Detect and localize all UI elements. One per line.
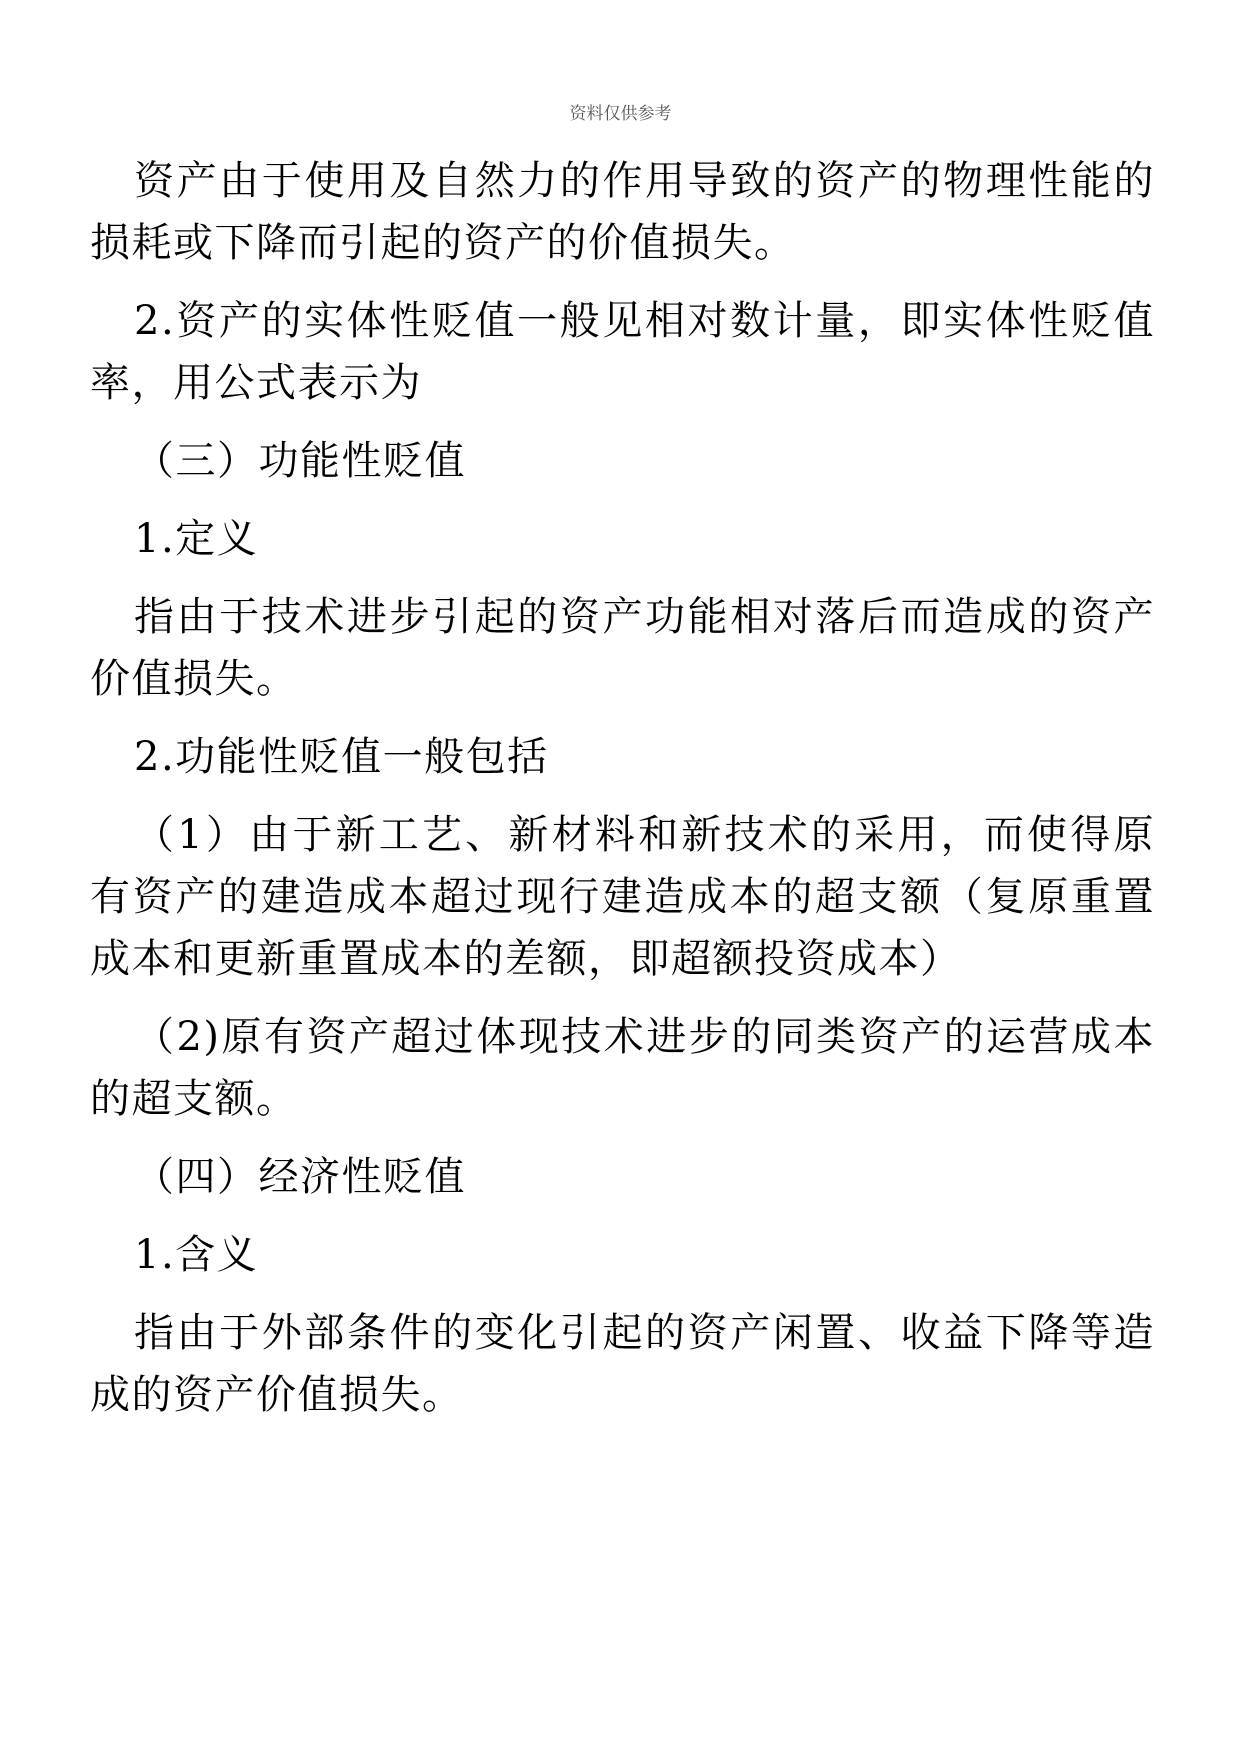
subheading-definition: 1.定义 xyxy=(134,516,259,562)
subheading-meaning: 1.含义 xyxy=(134,1232,259,1278)
list-item-2: （2)原有资产超过体现技术进步的同类资产的运营成本的超支额。 xyxy=(90,1014,1155,1122)
heading-economic-depreciation: （四）经济性贬值 xyxy=(134,1154,466,1200)
paragraph-physical-depreciation-definition: 资产由于使用及自然力的作用导致的资产的物理性能的损耗或下降而引起的资产的价值损失。 xyxy=(90,158,1155,266)
subheading-functional-depreciation-includes: 2.功能性贬值一般包括 xyxy=(134,734,549,780)
paragraph-physical-depreciation-rate: 2.资产的实体性贬值一般见相对数计量，即实体性贬值率，用公式表示为 xyxy=(90,298,1155,406)
paragraph-functional-depreciation-definition: 指由于技术进步引起的资产功能相对落后而造成的资产价值损失。 xyxy=(90,594,1155,702)
paragraph-economic-depreciation-definition: 指由于外部条件的变化引起的资产闲置、收益下降等造成的资产价值损失。 xyxy=(90,1310,1155,1418)
document-body xyxy=(90,150,1155,1426)
page-header: 资料仅供参考 xyxy=(569,104,672,124)
heading-functional-depreciation: （三）功能性贬值 xyxy=(134,438,466,484)
list-item-1: （1）由于新工艺、新材料和新技术的采用，而使得原有资产的建造成本超过现行建造成本的超支额（复原重置成本和更新重置成本的差额，即超额投资成本） xyxy=(90,812,1155,982)
